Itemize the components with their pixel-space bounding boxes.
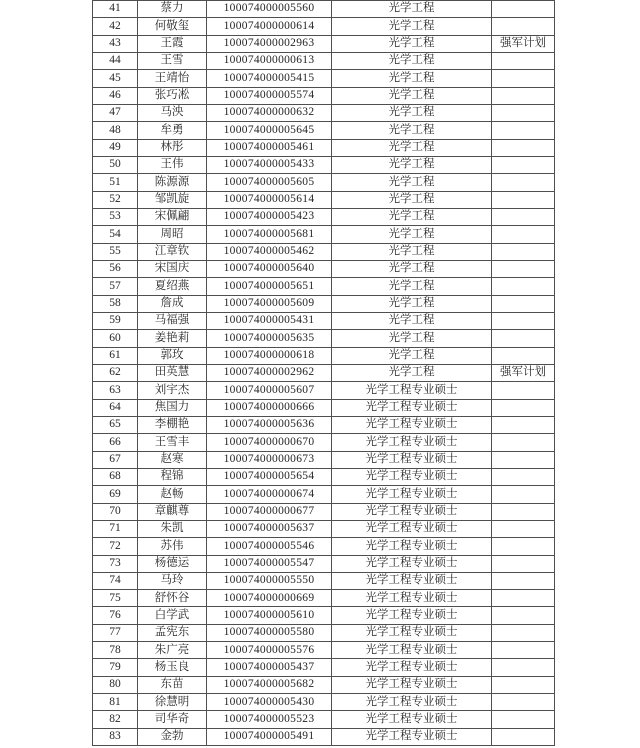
candidate-id-cell: 100074000000670	[207, 434, 332, 451]
candidate-id-cell: 100074000005681	[207, 226, 332, 243]
table-row	[93, 555, 555, 572]
student-name-cell: 宋国庆	[138, 260, 207, 277]
table-row	[93, 52, 555, 69]
note-cell	[492, 243, 555, 260]
row-number-cell: 75	[93, 590, 138, 607]
program-cell: 光学工程	[332, 191, 492, 208]
program-cell: 光学工程专业硕士	[332, 728, 492, 745]
candidate-id-cell: 100074000005640	[207, 260, 332, 277]
student-name-cell: 郭玫	[138, 347, 207, 364]
row-number-cell: 58	[93, 295, 138, 312]
program-cell: 光学工程	[332, 364, 492, 381]
table-row	[93, 347, 555, 364]
program-cell: 光学工程专业硕士	[332, 416, 492, 433]
note-cell	[492, 208, 555, 225]
row-number-cell: 80	[93, 676, 138, 693]
note-cell	[492, 312, 555, 329]
student-name-cell: 杨玉良	[138, 659, 207, 676]
candidate-id-cell: 100074000005609	[207, 295, 332, 312]
program-cell: 光学工程	[332, 295, 492, 312]
program-cell: 光学工程	[332, 260, 492, 277]
candidate-id-cell: 100074000000666	[207, 399, 332, 416]
candidate-id-cell: 100074000005580	[207, 624, 332, 641]
program-cell: 光学工程专业硕士	[332, 572, 492, 589]
row-number-cell: 44	[93, 52, 138, 69]
candidate-id-cell: 100074000005682	[207, 676, 332, 693]
student-name-cell: 焦国力	[138, 399, 207, 416]
candidate-id-cell: 100074000005523	[207, 711, 332, 728]
student-name-cell: 王伟	[138, 156, 207, 173]
row-number-cell: 49	[93, 139, 138, 156]
table-row	[93, 312, 555, 329]
note-cell	[492, 191, 555, 208]
table-row	[93, 434, 555, 451]
program-cell: 光学工程	[332, 1, 492, 18]
row-number-cell: 78	[93, 642, 138, 659]
row-number-cell: 67	[93, 451, 138, 468]
candidate-id-cell: 100074000005547	[207, 555, 332, 572]
program-cell: 光学工程	[332, 330, 492, 347]
note-cell	[492, 156, 555, 173]
note-cell	[492, 503, 555, 520]
note-cell	[492, 278, 555, 295]
note-cell	[492, 260, 555, 277]
row-number-cell: 69	[93, 486, 138, 503]
note-cell	[492, 70, 555, 87]
row-number-cell: 72	[93, 538, 138, 555]
program-cell: 光学工程	[332, 18, 492, 35]
program-cell: 光学工程专业硕士	[332, 624, 492, 641]
student-name-cell: 金勃	[138, 728, 207, 745]
row-number-cell: 42	[93, 18, 138, 35]
table-row	[93, 676, 555, 693]
student-roster-table	[92, 0, 555, 746]
note-cell	[492, 174, 555, 191]
note-cell	[492, 676, 555, 693]
note-cell	[492, 347, 555, 364]
student-name-cell: 马玲	[138, 572, 207, 589]
note-cell	[492, 728, 555, 745]
table-row	[93, 243, 555, 260]
table-row	[93, 1, 555, 18]
row-number-cell: 70	[93, 503, 138, 520]
candidate-id-cell: 100074000005430	[207, 694, 332, 711]
table-row	[93, 486, 555, 503]
student-name-cell: 王雪丰	[138, 434, 207, 451]
row-number-cell: 71	[93, 520, 138, 537]
student-name-cell: 舒怀谷	[138, 590, 207, 607]
row-number-cell: 76	[93, 607, 138, 624]
candidate-id-cell: 100074000000618	[207, 347, 332, 364]
table-row	[93, 468, 555, 485]
table-row	[93, 35, 555, 52]
program-cell: 光学工程专业硕士	[332, 486, 492, 503]
candidate-id-cell: 100074000005560	[207, 1, 332, 18]
note-cell	[492, 659, 555, 676]
note-cell	[492, 416, 555, 433]
student-name-cell: 田英慧	[138, 364, 207, 381]
student-name-cell: 周昭	[138, 226, 207, 243]
student-name-cell: 张巧凇	[138, 87, 207, 104]
note-cell	[492, 572, 555, 589]
table-row	[93, 174, 555, 191]
row-number-cell: 41	[93, 1, 138, 18]
table-row	[93, 451, 555, 468]
row-number-cell: 63	[93, 382, 138, 399]
candidate-id-cell: 100074000005635	[207, 330, 332, 347]
candidate-id-cell: 100074000005645	[207, 122, 332, 139]
candidate-id-cell: 100074000000673	[207, 451, 332, 468]
student-name-cell: 江章钦	[138, 243, 207, 260]
program-cell: 光学工程	[332, 208, 492, 225]
row-number-cell: 45	[93, 70, 138, 87]
note-cell	[492, 295, 555, 312]
student-name-cell: 王靖怡	[138, 70, 207, 87]
program-cell: 光学工程	[332, 52, 492, 69]
row-number-cell: 46	[93, 87, 138, 104]
note-cell	[492, 52, 555, 69]
candidate-id-cell: 100074000005637	[207, 520, 332, 537]
table-row	[93, 399, 555, 416]
program-cell: 光学工程专业硕士	[332, 694, 492, 711]
note-cell	[492, 399, 555, 416]
student-name-cell: 林彤	[138, 139, 207, 156]
program-cell: 光学工程	[332, 312, 492, 329]
note-cell	[492, 538, 555, 555]
program-cell: 光学工程专业硕士	[332, 503, 492, 520]
program-cell: 光学工程专业硕士	[332, 382, 492, 399]
candidate-id-cell: 100074000002963	[207, 35, 332, 52]
table-row	[93, 87, 555, 104]
note-cell: 强军计划	[492, 35, 555, 52]
row-number-cell: 54	[93, 226, 138, 243]
table-row	[93, 694, 555, 711]
note-cell: 强军计划	[492, 364, 555, 381]
row-number-cell: 55	[93, 243, 138, 260]
note-cell	[492, 382, 555, 399]
candidate-id-cell: 100074000005437	[207, 659, 332, 676]
student-name-cell: 白学武	[138, 607, 207, 624]
program-cell: 光学工程专业硕士	[332, 468, 492, 485]
candidate-id-cell: 100074000005461	[207, 139, 332, 156]
note-cell	[492, 624, 555, 641]
row-number-cell: 68	[93, 468, 138, 485]
row-number-cell: 73	[93, 555, 138, 572]
student-name-cell: 杨德运	[138, 555, 207, 572]
row-number-cell: 59	[93, 312, 138, 329]
table-row	[93, 364, 555, 381]
note-cell	[492, 468, 555, 485]
student-name-cell: 东苗	[138, 676, 207, 693]
note-cell	[492, 434, 555, 451]
student-name-cell: 牟勇	[138, 122, 207, 139]
table-row	[93, 642, 555, 659]
program-cell: 光学工程专业硕士	[332, 555, 492, 572]
student-name-cell: 孟宪东	[138, 624, 207, 641]
note-cell	[492, 694, 555, 711]
program-cell: 光学工程专业硕士	[332, 676, 492, 693]
table-row	[93, 104, 555, 121]
note-cell	[492, 711, 555, 728]
note-cell	[492, 330, 555, 347]
student-name-cell: 马泱	[138, 104, 207, 121]
candidate-id-cell: 100074000005614	[207, 191, 332, 208]
candidate-id-cell: 100074000000632	[207, 104, 332, 121]
program-cell: 光学工程专业硕士	[332, 399, 492, 416]
program-cell: 光学工程	[332, 35, 492, 52]
row-number-cell: 57	[93, 278, 138, 295]
candidate-id-cell: 100074000005607	[207, 382, 332, 399]
note-cell	[492, 555, 555, 572]
table-row	[93, 659, 555, 676]
program-cell: 光学工程	[332, 347, 492, 364]
row-number-cell: 47	[93, 104, 138, 121]
student-name-cell: 邹凯旋	[138, 191, 207, 208]
candidate-id-cell: 100074000000674	[207, 486, 332, 503]
note-cell	[492, 18, 555, 35]
candidate-id-cell: 100074000005433	[207, 156, 332, 173]
program-cell: 光学工程	[332, 243, 492, 260]
table-row	[93, 538, 555, 555]
program-cell: 光学工程专业硕士	[332, 642, 492, 659]
table-row	[93, 70, 555, 87]
row-number-cell: 66	[93, 434, 138, 451]
program-cell: 光学工程	[332, 278, 492, 295]
student-name-cell: 陈源源	[138, 174, 207, 191]
table-row	[93, 18, 555, 35]
program-cell: 光学工程	[332, 139, 492, 156]
table-row	[93, 607, 555, 624]
student-name-cell: 章麒尊	[138, 503, 207, 520]
candidate-id-cell: 100074000005546	[207, 538, 332, 555]
candidate-id-cell: 100074000005423	[207, 208, 332, 225]
table-row	[93, 520, 555, 537]
row-number-cell: 53	[93, 208, 138, 225]
candidate-id-cell: 100074000000614	[207, 18, 332, 35]
row-number-cell: 77	[93, 624, 138, 641]
note-cell	[492, 1, 555, 18]
table-row	[93, 122, 555, 139]
program-cell: 光学工程	[332, 70, 492, 87]
row-number-cell: 65	[93, 416, 138, 433]
table-row	[93, 572, 555, 589]
row-number-cell: 52	[93, 191, 138, 208]
row-number-cell: 50	[93, 156, 138, 173]
candidate-id-cell: 100074000005574	[207, 87, 332, 104]
candidate-id-cell: 100074000000613	[207, 52, 332, 69]
note-cell	[492, 104, 555, 121]
row-number-cell: 79	[93, 659, 138, 676]
candidate-id-cell: 100074000005491	[207, 728, 332, 745]
note-cell	[492, 520, 555, 537]
program-cell: 光学工程专业硕士	[332, 520, 492, 537]
table-row	[93, 191, 555, 208]
row-number-cell: 81	[93, 694, 138, 711]
student-name-cell: 赵畅	[138, 486, 207, 503]
table-row	[93, 226, 555, 243]
student-name-cell: 李棚艳	[138, 416, 207, 433]
program-cell: 光学工程专业硕士	[332, 590, 492, 607]
student-name-cell: 朱广亮	[138, 642, 207, 659]
candidate-id-cell: 100074000000677	[207, 503, 332, 520]
table-row	[93, 139, 555, 156]
note-cell	[492, 139, 555, 156]
note-cell	[492, 122, 555, 139]
note-cell	[492, 451, 555, 468]
program-cell: 光学工程	[332, 87, 492, 104]
table-row	[93, 208, 555, 225]
candidate-id-cell: 100074000005462	[207, 243, 332, 260]
student-name-cell: 王霞	[138, 35, 207, 52]
student-name-cell: 司华奇	[138, 711, 207, 728]
note-cell	[492, 486, 555, 503]
candidate-id-cell: 100074000002962	[207, 364, 332, 381]
table-row	[93, 503, 555, 520]
program-cell: 光学工程	[332, 122, 492, 139]
table-row	[93, 260, 555, 277]
student-name-cell: 姜艳莉	[138, 330, 207, 347]
candidate-id-cell: 100074000005605	[207, 174, 332, 191]
table-row	[93, 156, 555, 173]
table-row	[93, 728, 555, 745]
student-name-cell: 王雪	[138, 52, 207, 69]
program-cell: 光学工程	[332, 156, 492, 173]
table-row	[93, 278, 555, 295]
student-name-cell: 蔡力	[138, 1, 207, 18]
candidate-id-cell: 100074000005576	[207, 642, 332, 659]
program-cell: 光学工程专业硕士	[332, 711, 492, 728]
program-cell: 光学工程专业硕士	[332, 607, 492, 624]
table-row	[93, 382, 555, 399]
table-row	[93, 330, 555, 347]
student-name-cell: 刘宇杰	[138, 382, 207, 399]
note-cell	[492, 642, 555, 659]
program-cell: 光学工程专业硕士	[332, 451, 492, 468]
row-number-cell: 61	[93, 347, 138, 364]
table-row	[93, 416, 555, 433]
student-name-cell: 宋佩翩	[138, 208, 207, 225]
program-cell: 光学工程	[332, 104, 492, 121]
row-number-cell: 48	[93, 122, 138, 139]
candidate-id-cell: 100074000005636	[207, 416, 332, 433]
candidate-id-cell: 100074000005431	[207, 312, 332, 329]
table-row	[93, 590, 555, 607]
student-name-cell: 詹成	[138, 295, 207, 312]
student-name-cell: 赵寒	[138, 451, 207, 468]
table-row	[93, 624, 555, 641]
table-row	[93, 711, 555, 728]
candidate-id-cell: 100074000005550	[207, 572, 332, 589]
program-cell: 光学工程	[332, 226, 492, 243]
row-number-cell: 82	[93, 711, 138, 728]
row-number-cell: 62	[93, 364, 138, 381]
candidate-id-cell: 100074000005654	[207, 468, 332, 485]
student-name-cell: 马福强	[138, 312, 207, 329]
roster-body	[93, 1, 555, 746]
row-number-cell: 74	[93, 572, 138, 589]
program-cell: 光学工程	[332, 174, 492, 191]
note-cell	[492, 226, 555, 243]
student-name-cell: 夏绍燕	[138, 278, 207, 295]
student-name-cell: 徐慧明	[138, 694, 207, 711]
row-number-cell: 60	[93, 330, 138, 347]
candidate-id-cell: 100074000005651	[207, 278, 332, 295]
candidate-id-cell: 100074000005415	[207, 70, 332, 87]
student-name-cell: 何敬玺	[138, 18, 207, 35]
note-cell	[492, 590, 555, 607]
note-cell	[492, 607, 555, 624]
note-cell	[492, 87, 555, 104]
program-cell: 光学工程专业硕士	[332, 434, 492, 451]
program-cell: 光学工程专业硕士	[332, 538, 492, 555]
candidate-id-cell: 100074000000669	[207, 590, 332, 607]
row-number-cell: 51	[93, 174, 138, 191]
table-row	[93, 295, 555, 312]
student-name-cell: 程锦	[138, 468, 207, 485]
row-number-cell: 43	[93, 35, 138, 52]
row-number-cell: 83	[93, 728, 138, 745]
student-name-cell: 苏伟	[138, 538, 207, 555]
candidate-id-cell: 100074000005610	[207, 607, 332, 624]
row-number-cell: 56	[93, 260, 138, 277]
student-name-cell: 朱凯	[138, 520, 207, 537]
row-number-cell: 64	[93, 399, 138, 416]
program-cell: 光学工程专业硕士	[332, 659, 492, 676]
